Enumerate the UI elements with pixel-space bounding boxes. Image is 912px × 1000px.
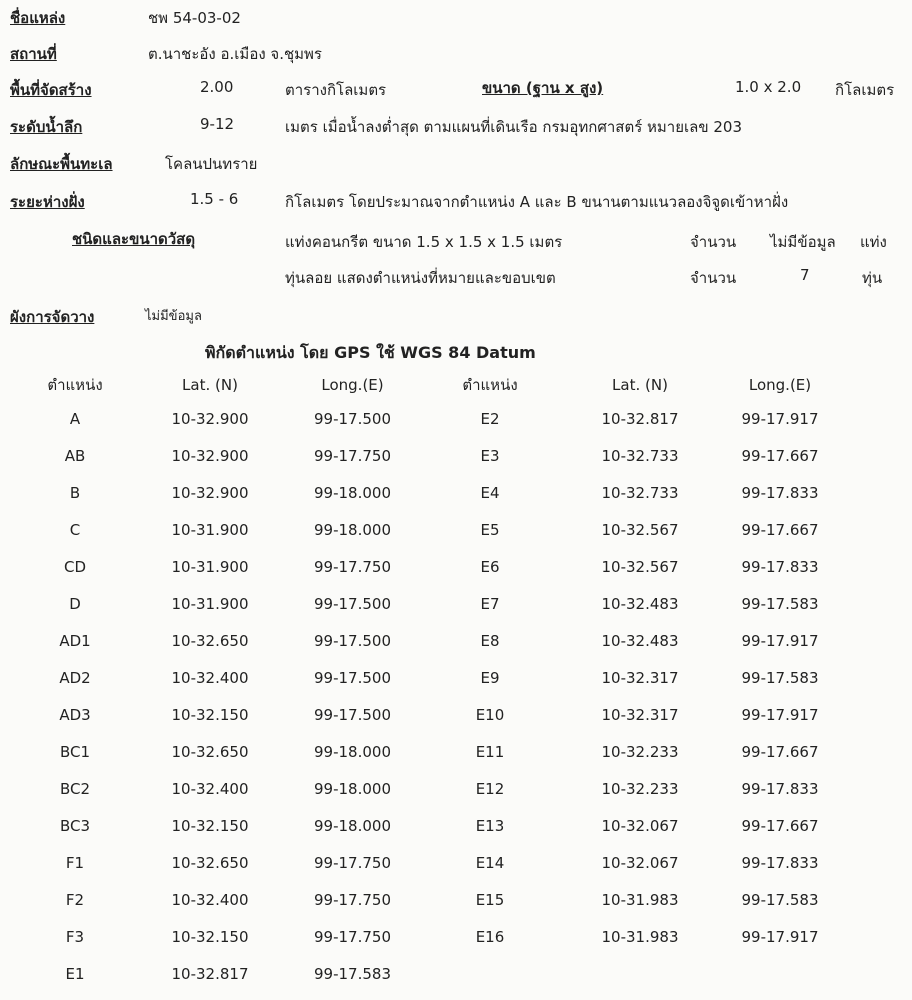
cell-long: 99-17.833 (741, 483, 819, 502)
cell-position: CD (63, 557, 87, 576)
material2-qty-label: จำนวน (690, 269, 737, 287)
cell-lat: 10-32.567 (601, 557, 679, 576)
table-row (20, 844, 845, 881)
cell-position: A (69, 409, 81, 428)
cell-position (415, 955, 565, 992)
table-row (20, 437, 845, 474)
cell-lat: 10-31.900 (171, 594, 249, 613)
cell-lat: 10-32.733 (601, 446, 679, 465)
cell-position: AB (64, 446, 86, 465)
cell-lat: 10-32.233 (601, 779, 679, 798)
cell-position: BC1 (59, 742, 91, 761)
cell-long: 99-18.000 (314, 742, 391, 761)
table-row (20, 770, 845, 807)
material-label: ชนิดและขนาดวัสดุ (72, 230, 196, 248)
table-header-row (20, 370, 845, 400)
header-lat: Lat. (N) (182, 376, 238, 394)
cell-long: 99-17.500 (314, 409, 391, 428)
table-row (20, 511, 845, 548)
cell-position: F2 (65, 890, 85, 909)
cell-lat: 10-32.233 (601, 742, 679, 761)
cell-lat: 10-32.317 (601, 705, 679, 724)
cell-lat: 10-32.900 (171, 446, 249, 465)
cell-long: 99-17.583 (741, 668, 819, 687)
size-value: 1.0 x 2.0 (735, 78, 802, 96)
cell-position: E11 (475, 742, 505, 761)
cell-position: E5 (480, 520, 500, 539)
cell-position: E10 (475, 705, 505, 724)
seabed-label: ลักษณะพื้นทะเล (10, 155, 113, 173)
cell-position: BC2 (59, 779, 91, 798)
area-unit: ตารางกิโลเมตร (285, 81, 387, 99)
header-lat: Lat. (N) (612, 376, 668, 394)
cell-position: E12 (475, 779, 505, 798)
table-title: พิกัดตำแหน่ง โดย GPS ใช้ WGS 84 Datum (205, 343, 536, 362)
cell-position: F3 (65, 927, 85, 946)
cell-position: E4 (480, 483, 500, 502)
table-row (20, 622, 845, 659)
depth-label: ระดับน้ำลึก (10, 118, 83, 136)
header-long: Long.(E) (321, 376, 384, 394)
layout-label: ผังการจัดวาง (10, 308, 95, 326)
cell-lat: 10-32.150 (171, 705, 249, 724)
size-unit: กิโลเมตร (835, 81, 895, 99)
cell-long: 99-17.917 (741, 631, 819, 650)
cell-position: BC3 (59, 816, 91, 835)
seabed-value: โคลนปนทราย (165, 155, 258, 173)
cell-position: D (69, 594, 81, 613)
cell-position: E13 (475, 816, 505, 835)
cell-long: 99-17.833 (741, 557, 819, 576)
cell-position: E9 (480, 668, 500, 687)
cell-position: E6 (480, 557, 500, 576)
table-row (20, 696, 845, 733)
area-label: พื้นที่จัดสร้าง (10, 81, 92, 99)
cell-long: 99-17.750 (314, 446, 391, 465)
cell-long: 99-17.667 (741, 816, 819, 835)
cell-lat: 10-32.567 (601, 520, 679, 539)
cell-long: 99-17.667 (741, 742, 819, 761)
cell-position: E2 (480, 409, 500, 428)
table-row (20, 548, 845, 585)
cell-position: E7 (480, 594, 500, 613)
cell-long: 99-18.000 (314, 816, 391, 835)
table-row (20, 659, 845, 696)
cell-long: 99-18.000 (314, 520, 391, 539)
location-value: ต.นาชะอัง อ.เมือง จ.ชุมพร (148, 45, 322, 63)
cell-lat: 10-32.067 (601, 853, 679, 872)
cell-lat: 10-32.483 (601, 631, 679, 650)
cell-lat: 10-32.400 (171, 890, 249, 909)
cell-lat: 10-32.817 (171, 964, 249, 983)
cell-position: E14 (475, 853, 505, 872)
cell-position: B (69, 483, 81, 502)
layout-value: ไม่มีข้อมูล (145, 309, 202, 324)
cell-long: 99-17.750 (314, 853, 391, 872)
cell-position: E16 (475, 927, 505, 946)
material2-qty: 7 (800, 266, 810, 284)
cell-lat: 10-31.983 (601, 927, 679, 946)
cell-position: F1 (65, 853, 85, 872)
material2-desc: ทุ่นลอย แสดงตำแหน่งที่หมายและขอบเขต (285, 269, 556, 287)
header-position: ตำแหน่ง (462, 376, 518, 394)
cell-long: 99-17.833 (741, 853, 819, 872)
cell-long: 99-17.500 (314, 594, 391, 613)
cell-long: 99-17.750 (314, 927, 391, 946)
table-row (20, 955, 845, 992)
cell-long: 99-17.667 (741, 520, 819, 539)
cell-lat (565, 955, 715, 992)
cell-lat: 10-32.400 (171, 668, 249, 687)
site-value: ชพ 54-03-02 (148, 9, 241, 27)
depth-note: เมตร เมื่อน้ำลงต่ำสุด ตามแผนที่เดินเรือ กรมอุทกศาสตร์ หมายเลข 203 (285, 118, 742, 136)
cell-position: AD3 (59, 705, 91, 724)
cell-position: AD1 (59, 631, 91, 650)
distance-note: กิโลเมตร โดยประมาณจากตำแหน่ง A และ B ขนานตามแนวลองจิจูดเข้าหาฝั่ง (285, 193, 789, 211)
cell-position: E15 (475, 890, 505, 909)
cell-lat: 10-32.483 (601, 594, 679, 613)
cell-lat: 10-32.817 (601, 409, 679, 428)
cell-lat: 10-32.650 (171, 853, 249, 872)
table-row (20, 585, 845, 622)
cell-lat: 10-31.900 (171, 557, 249, 576)
size-label: ขนาด (ฐาน x สูง) (482, 79, 604, 97)
cell-long: 99-17.750 (314, 557, 391, 576)
cell-lat: 10-31.983 (601, 890, 679, 909)
cell-long: 99-18.000 (314, 483, 391, 502)
cell-lat: 10-32.150 (171, 927, 249, 946)
cell-lat: 10-32.900 (171, 483, 249, 502)
cell-lat: 10-31.900 (171, 520, 249, 539)
material2-unit: ทุ่น (862, 269, 883, 287)
coordinates-table (20, 370, 845, 992)
cell-long (715, 955, 845, 992)
cell-long: 99-17.833 (741, 779, 819, 798)
table-row (20, 400, 845, 437)
cell-long: 99-17.583 (314, 964, 391, 983)
location-label: สถานที่ (10, 45, 57, 63)
cell-long: 99-17.500 (314, 705, 391, 724)
cell-long: 99-17.917 (741, 705, 819, 724)
cell-position: C (69, 520, 81, 539)
cell-long: 99-17.917 (741, 927, 819, 946)
cell-position: AD2 (59, 668, 91, 687)
cell-lat: 10-32.900 (171, 409, 249, 428)
cell-lat: 10-32.650 (171, 742, 249, 761)
distance-value: 1.5 - 6 (190, 190, 239, 208)
area-value: 2.00 (200, 78, 234, 96)
cell-position: E1 (65, 964, 85, 983)
cell-lat: 10-32.067 (601, 816, 679, 835)
depth-value: 9-12 (200, 115, 235, 133)
table-row (20, 733, 845, 770)
header-position: ตำแหน่ง (47, 376, 103, 394)
table-row (20, 807, 845, 844)
cell-lat: 10-32.400 (171, 779, 249, 798)
cell-long: 99-17.500 (314, 631, 391, 650)
cell-lat: 10-32.150 (171, 816, 249, 835)
cell-long: 99-17.667 (741, 446, 819, 465)
cell-position: E3 (480, 446, 500, 465)
cell-long: 99-17.583 (741, 594, 819, 613)
cell-position: E8 (480, 631, 500, 650)
cell-long: 99-17.750 (314, 890, 391, 909)
table-row (20, 918, 845, 955)
distance-label: ระยะห่างฝั่ง (10, 193, 85, 211)
cell-lat: 10-32.317 (601, 668, 679, 687)
cell-long: 99-18.000 (314, 779, 391, 798)
material1-qty: ไม่มีข้อมูล (770, 233, 836, 251)
cell-lat: 10-32.733 (601, 483, 679, 502)
cell-long: 99-17.917 (741, 409, 819, 428)
table-row (20, 474, 845, 511)
header-long: Long.(E) (748, 376, 812, 394)
cell-lat: 10-32.650 (171, 631, 249, 650)
table-row (20, 881, 845, 918)
material1-desc: แท่งคอนกรีต ขนาด 1.5 x 1.5 x 1.5 เมตร (285, 233, 563, 251)
site-label: ชื่อแหล่ง (10, 9, 66, 27)
cell-long: 99-17.500 (314, 668, 391, 687)
material1-qty-label: จำนวน (690, 233, 737, 251)
material1-unit: แท่ง (860, 233, 887, 251)
cell-long: 99-17.583 (741, 890, 819, 909)
